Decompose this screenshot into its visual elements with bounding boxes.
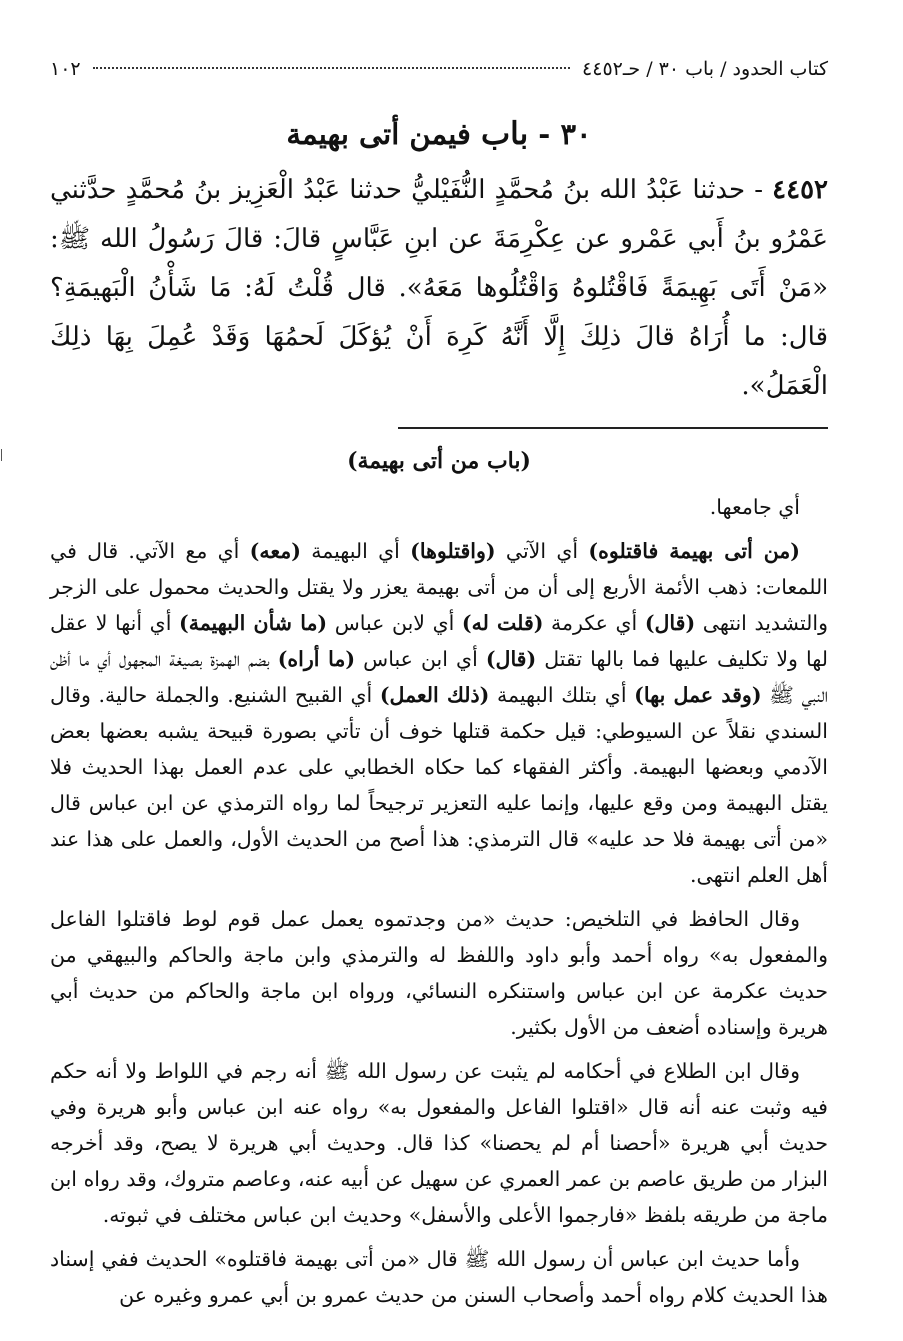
quoted-phrase: (وقد عمل بها) — [634, 683, 762, 707]
explanation-text: أي لابن عباس — [327, 611, 462, 635]
explanation-text: أي أنها لا عقل لها ولا تكليف عليها فما بالها تقتل — [50, 611, 828, 671]
quoted-phrase: (قال) — [485, 647, 537, 671]
chapter-dash: - — [528, 117, 561, 151]
hadith-text-block — [50, 166, 828, 411]
commentary-paragraph-3: وقال الحافظ في التلخيص: حديث «من وجدتموه يعمل عمل قوم لوط فاقتلوا الفاعل والمفعول به» رواه أحمد وأبو داود واللفظ له والترمذي وابن ماجة والحاكم والبيهقي من حديث عكرمة عن ابن عباس واستنكره النسائي، ورواه ابن ماجة والحاكم من حديث أبي هريرة وإسناده أضعف من الأول بكثير. — [50, 907, 829, 1039]
running-header — [50, 58, 828, 92]
quoted-phrase: (ذلك العمل) — [379, 683, 490, 707]
chapter-number: ٣٠ — [560, 117, 592, 151]
quoted-phrase: (قلت له) — [461, 611, 544, 635]
section-divider — [398, 427, 828, 429]
commentary-paragraph-2 — [50, 533, 828, 893]
quoted-phrase: (ما شأن البهيمة) — [179, 611, 328, 635]
commentary-heading: (باب من أتى بهيمة) — [347, 448, 531, 474]
explanation-text: أي مع الآتي. قال في اللمعات: ذهب الأئمة الأربع إلى أن من أتى بهيمة يعزر ولا يقتل والحديث محمول على الزجر والتشديد انتهى — [50, 539, 828, 635]
quoted-phrase: (ما أراه) — [277, 647, 356, 671]
explanation-text: أي عكرمة — [543, 611, 645, 635]
commentary-paragraph-1: أي جامعها. — [709, 495, 800, 519]
explanation-text: أي الآتي — [495, 539, 589, 563]
commentary-body — [50, 489, 828, 1313]
quoted-phrase: (معه) — [249, 539, 301, 563]
explanation-text: أي ابن عباس — [355, 647, 486, 671]
header-dotted-leader — [93, 67, 570, 69]
hadith-number: ٤٤٥٢ — [772, 175, 828, 205]
commentary-paragraph-5: وأما حديث ابن عباس أن رسول الله ﷺ قال «من أتى بهيمة فاقتلوه» الحديث ففي إسناد هذا الحديث كلام رواه أحمد وأصحاب السنن من حديث عمرو بن أبي عمرو وغيره عن — [50, 1247, 828, 1307]
chapter-keyword: باب — [480, 116, 529, 152]
quoted-phrase: (قال) — [644, 611, 696, 635]
margin-tick — [1, 449, 2, 461]
explanation-text: أي بتلك البهيمة — [489, 683, 635, 707]
page-number: ١٠٢ — [50, 58, 81, 80]
explanation-text: أي البهيمة — [300, 539, 411, 563]
quoted-phrase: (واقتلوها) — [410, 539, 496, 563]
chapter-heading — [50, 114, 828, 154]
book-page — [50, 58, 828, 1313]
explanation-text: بضم الهمزة بصيغة المجهول أي ما أظن النبي ﷺ — [50, 647, 828, 707]
quoted-phrase: (من أتى بهيمة فاقتلوه) — [588, 539, 800, 563]
commentary-paragraph-4: وقال ابن الطلاع في أحكامه لم يثبت عن رسول الله ﷺ أنه رجم في اللواط ولا أنه حكم فيه وثبت عنه أنه قال «اقتلوا الفاعل والمفعول به» رواه عنه ابن عباس وأبو هريرة وفي حديث أبي هريرة «أحصنا أم لم يحصنا» كذا قال. وحديث أبي هريرة لا يصح، وقد أخرجه البزار من طريق عاصم بن عمر العمري عن سهيل عن أبيه عنه، وعاصم متروك، وقد رواه ابن ماجة من طريقه بلفظ «فارجموا الأعلى والأسفل» وحديث ابن عباس مختلف في ثبوته. — [50, 1059, 828, 1227]
hadith-text: - حدثنا عَبْدُ الله بنُ مُحمَّدٍ النُّفَيْليُّ حدثنا عَبْدُ الْعَزِيز بنُ مُحمَّدٍ حدَّثني عَمْرُو بنُ أَبي عَمْرو عن عِكْرِمَةَ عن ابنِ عَبَّاسٍ قالَ: قالَ رَسُولُ الله ﷺ: «مَنْ أَتَى بَهِيمَةً فَاقْتُلوهُ وَاقْتُلُوها مَعَهُ». قال قُلْتُ لَهُ: مَا شَأْنُ الْبَهيمَةِ؟ قال: ما أُرَاهُ قالَ ذلِكَ إِلَّا أَنَّهُ كَرِهَ أَنْ يُؤكَلَ لَحمُهَا وَقَدْ عُمِلَ بِهَا ذلِكَ الْعَمَلُ». — [50, 175, 828, 401]
explanation-text: أي القبيح الشنيع. والجملة حالية. وقال السندي نقلاً عن السيوطي: قيل حكمة قتلها خوف أن تأتي بصورة قبيحة يشبه بعضها بعض الآدمي وبعضها البهيمة. وأكثر الفقهاء كما حكاه الخطابي على عدم العمل بهذا الحديث فلا يقتل البهيمة ومن وقع عليها، وإنما عليه التعزير ترجيحاً لما رواه الترمذي عن ابن عباس قال «من أتى بهيمة فلا حد عليه» قال الترمذي: هذا أصح من الحديث الأول، والعمل على هذا عند أهل العلم انتهى. — [50, 683, 828, 887]
chapter-title-text: فيمن أتى بهيمة — [286, 117, 481, 151]
running-title: كتاب الحدود / باب ٣٠ / حـ٤٤٥٢ — [582, 58, 828, 80]
